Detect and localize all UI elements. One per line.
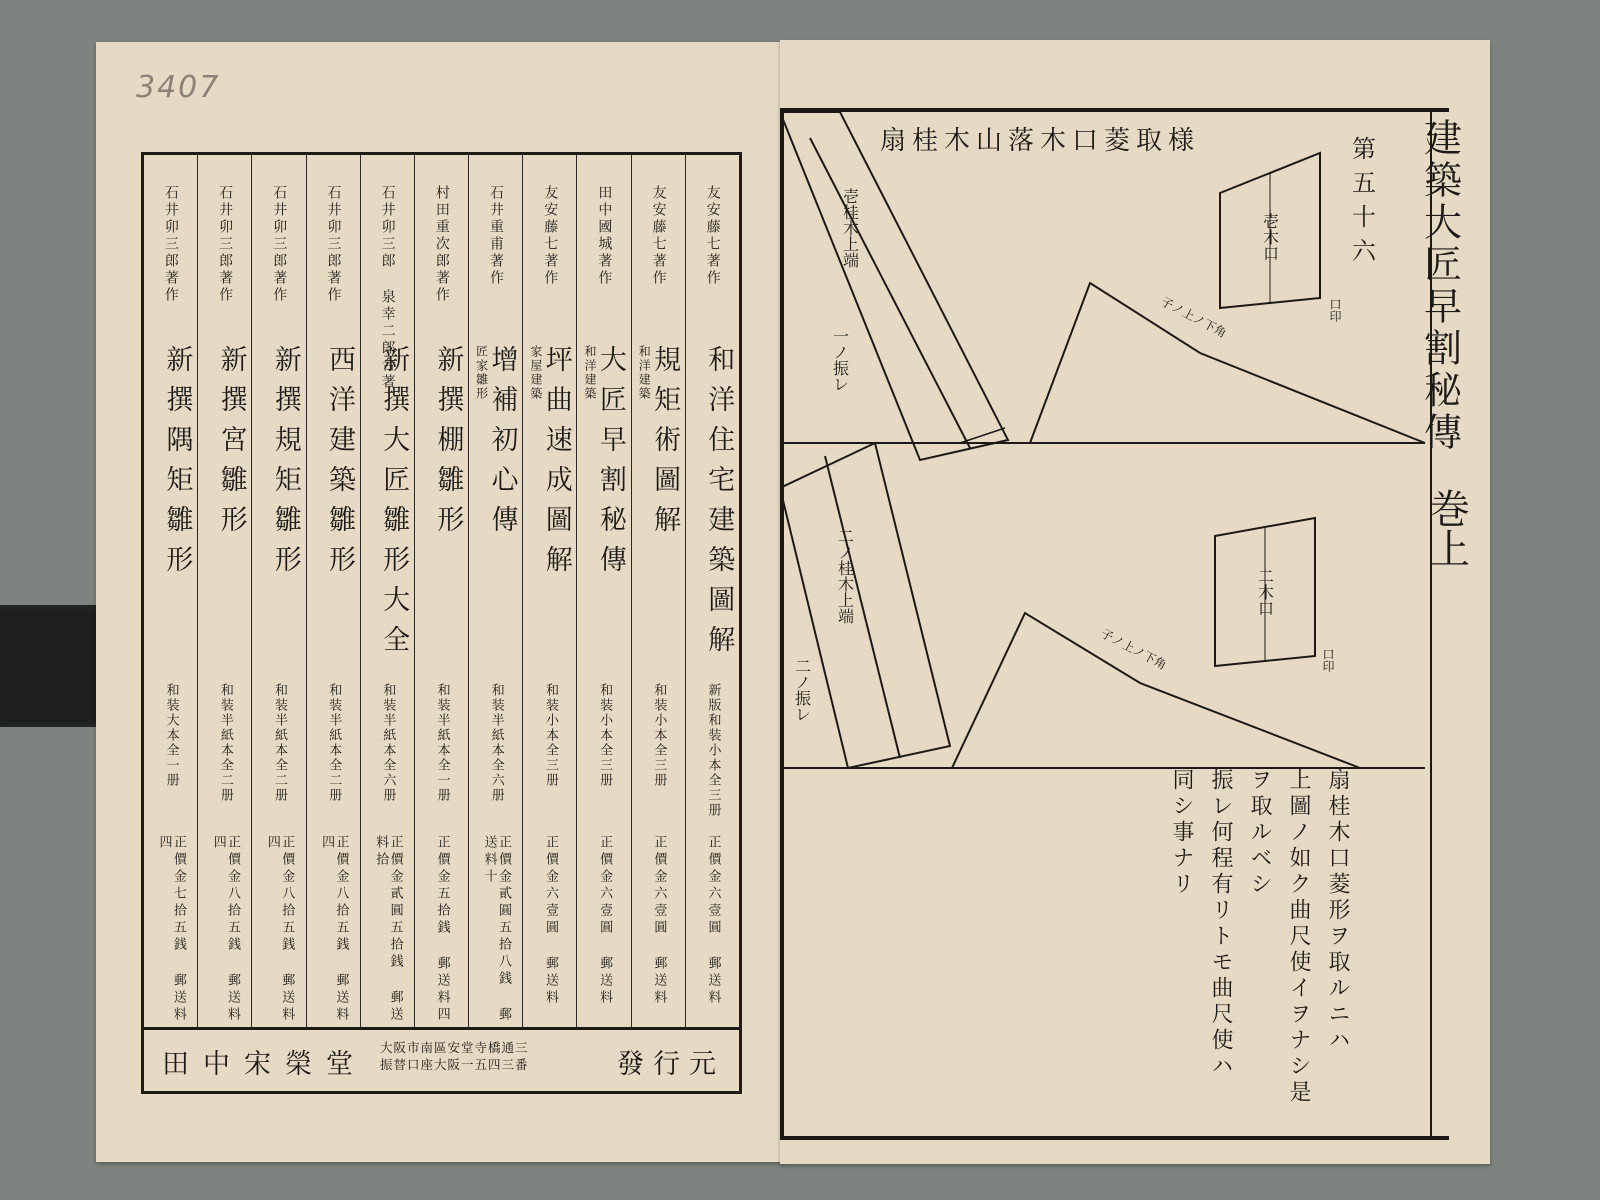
note-line: 扇桂木口菱形ヲ取ルニハ — [1325, 768, 1350, 1054]
note-line: 振レ何程有リトモ曲尺使ハ — [1208, 768, 1233, 1080]
address-line: 振替口座大阪一五四三番 — [380, 1056, 529, 1072]
format: 和装小本全三册 — [651, 683, 667, 788]
subtitle: 匠家雛形 — [474, 345, 489, 401]
page-number: 第五十六 — [1347, 136, 1376, 272]
price: 正價金六壹圓 郵送料 — [705, 835, 721, 1007]
price: 正價金八拾五銭 郵送料四 — [210, 835, 241, 1024]
subtitle: 和洋建築 — [583, 345, 598, 401]
lower-end-label: 二木口 — [1255, 568, 1275, 616]
price: 正價金五拾銭 郵送料四 — [434, 835, 450, 1024]
format: 和装小本全三册 — [597, 683, 613, 788]
catalog-entry — [414, 155, 468, 1027]
book-catalog — [141, 152, 742, 1094]
price: 正價金貳圓五拾八銭 郵送料十 — [481, 835, 511, 1024]
publisher-footer — [144, 1030, 739, 1091]
upper-diagonal-label: 子ノ上ノ下角 — [1158, 294, 1229, 341]
format: 和装小本全三册 — [542, 683, 558, 788]
right-page — [780, 40, 1490, 1164]
upper-join-mark — [960, 428, 1005, 443]
left-page — [96, 42, 784, 1162]
diagram-heading: 扇桂木山落木口菱取様 — [880, 126, 1201, 156]
upper-beam-label: 壱桂木上端 — [840, 188, 860, 268]
book-title: 新撰規矩雛形 — [269, 345, 301, 585]
price: 正價金六壹圓 郵送料 — [597, 835, 613, 1007]
note-line: 同シ事ナリ — [1169, 768, 1194, 898]
lower-diagonal-label: 子ノ上ノ下角 — [1098, 626, 1169, 673]
publisher-address — [380, 1040, 550, 1074]
price: 正價金七拾五銭 郵送料四 — [156, 835, 186, 1024]
catalog-entry — [197, 155, 251, 1027]
price: 正價金八拾五銭 郵送料四 — [264, 835, 295, 1024]
author: 石井卯三郎著作 — [271, 185, 288, 304]
upper-beam-centerline — [810, 138, 970, 448]
book-title: 和洋住宅建築圖解 — [703, 345, 735, 665]
address-line: 大阪市南區安堂寺橋通三 — [380, 1040, 529, 1055]
lower-mark-label: 口印 — [1321, 648, 1335, 672]
price: 正價金八拾五銭 郵送料四 — [319, 835, 349, 1024]
author: 石井卯三郎著作 — [325, 185, 342, 304]
author: 村田重次郎著作 — [433, 185, 450, 304]
catalog-entry — [251, 155, 305, 1027]
format: 和装半紙本全二册 — [326, 683, 342, 803]
format: 和装半紙本全二册 — [217, 683, 233, 803]
author: 石井卯三郎 泉幸二郎合著 — [379, 185, 396, 391]
catalog-entry — [576, 155, 630, 1027]
format: 和装半紙本全二册 — [272, 683, 288, 803]
book-title: 大匠早割秘傳 — [594, 345, 626, 585]
book-title: 新撰大匠雛形大全 — [378, 345, 410, 665]
lower-triangle — [952, 613, 1360, 768]
catalog-entry — [306, 155, 360, 1027]
upper-end-label: 壱木口 — [1260, 213, 1280, 261]
upper-mark-label: 口印 — [1328, 298, 1342, 322]
running-title: 建築大匠早割秘傳 — [1417, 118, 1462, 454]
book-title: 新撰隅矩雛形 — [161, 345, 193, 585]
price: 正價金六壹圓 郵送料 — [542, 835, 558, 1007]
format: 和装半紙本全六册 — [488, 683, 504, 803]
author: 石井卯三郎著作 — [162, 185, 179, 304]
book-title: 西洋建築雛形 — [323, 345, 355, 585]
subtitle: 和洋建築 — [637, 345, 652, 401]
lower-swing-label: 二ノ振レ — [792, 658, 812, 722]
author: 友安藤七著作 — [650, 185, 667, 287]
catalog-entry — [468, 155, 522, 1027]
format: 和装大本全一册 — [163, 683, 179, 788]
book-title: 增補初心傳 — [486, 345, 518, 545]
note-line: 上圖ノ如ク曲尺使イヲナシ是 — [1286, 768, 1311, 1106]
book-title: 坪曲速成圖解 — [540, 345, 572, 585]
pencil-inventory-note: 3407 — [136, 70, 221, 105]
book-title: 新撰宮雛形 — [215, 345, 247, 545]
format: 和装半紙本全一册 — [434, 683, 450, 803]
price: 正價金貳圓五拾銭 郵送料拾 — [373, 835, 403, 1024]
subtitle: 家屋建築 — [528, 345, 543, 401]
author: 石井卯三郎著作 — [217, 185, 234, 304]
catalog-entry — [685, 155, 739, 1027]
upper-swing-label: 一ノ振レ — [830, 328, 850, 392]
format: 和装半紙本全六册 — [380, 683, 396, 803]
author: 友安藤七著作 — [704, 185, 721, 287]
book-title: 規矩術圖解 — [649, 345, 681, 545]
publisher-label: 發行元 — [617, 1049, 725, 1080]
author: 友安藤七著作 — [542, 185, 559, 287]
price: 正價金六壹圓 郵送料 — [651, 835, 667, 1007]
catalog-entry — [360, 155, 414, 1027]
catalog-entry — [144, 155, 197, 1027]
volume-label: 巻上 — [1423, 488, 1470, 568]
note-line: ヲ取ルベシ — [1247, 768, 1272, 898]
catalog-entry — [522, 155, 576, 1027]
publisher-name: 田中宋榮堂 — [162, 1049, 367, 1080]
author: 田中國城著作 — [596, 185, 613, 287]
catalog-entry — [631, 155, 685, 1027]
lower-beam-label: 二ノ桂木上端 — [835, 528, 855, 624]
catalog-columns — [144, 155, 739, 1030]
format: 新版和装小本全三册 — [705, 683, 721, 818]
author: 石井重甫著作 — [488, 185, 504, 287]
book-title: 新撰棚雛形 — [432, 345, 464, 545]
note-columns — [1166, 768, 1353, 1108]
upper-beam-shape — [780, 112, 1008, 460]
